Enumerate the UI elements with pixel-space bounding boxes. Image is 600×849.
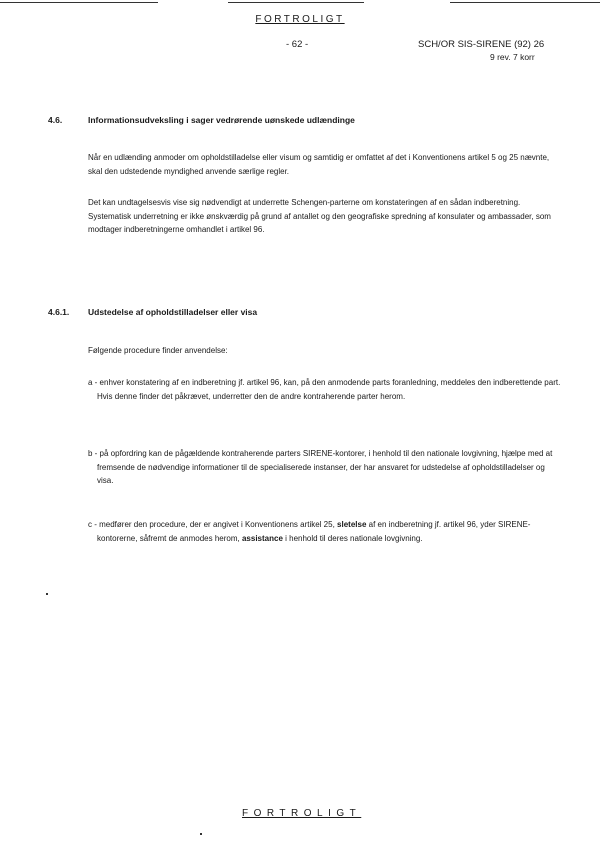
subsection-number: 4.6.1. xyxy=(48,307,70,317)
item-c-prefix: c - medfører den procedure, der er angivet i Konventionens artikel 25, xyxy=(88,520,338,529)
footer-classification: FORTROLIGT xyxy=(242,808,362,819)
section-number: 4.6. xyxy=(48,115,63,125)
section-paragraph-2: Det kan undtagelsesvis vise sig nødvendigt at underrette Schengen-parterne om konstateringen af en sådan indberetning. Systematisk underretning er ikke ønskværdig på grund af antallet og den geografiske spredning af konsulater og ambassader, som modtager indberetningerne omhandlet i artikel 96. xyxy=(88,198,551,235)
section-title: Informationsudveksling i sager vedrørende uønskede udlændinge xyxy=(88,115,355,125)
procedure-item-c xyxy=(88,518,562,545)
top-rule-right xyxy=(450,2,600,3)
procedure-item-a: a - enhver konstatering af en indberetning jf. artikel 96, kan, på den anmodende parts foranledning, meddeles den indberettende part. Hvis denne finder det påkrævet, underretter den de andre kontraherende parter herom. xyxy=(88,378,561,401)
item-c-middle: af en indberetning jf. artikel 96, yder SIRENE-kontorerne, såfremt de anmodes herom, xyxy=(97,520,531,543)
scan-speck-1 xyxy=(46,593,48,595)
document-reference xyxy=(418,39,544,63)
top-rule-middle xyxy=(228,2,364,3)
doc-ref-code: SCH/OR SIS-SIRENE (92) 26 xyxy=(418,39,545,50)
scan-speck-2 xyxy=(200,833,202,835)
doc-revision: 9 rev. 7 korr xyxy=(490,52,535,62)
item-c-suffix: i henhold til deres nationale lovgivning. xyxy=(282,533,423,543)
procedure-item-b: b - på opfordring kan de pågældende kontraherende parters SIRENE-kontorer, i henhold til den nationale lovgivning, hjælpe med at fremsende de nødvendige informationer til de specialiserede instanser, der har ansvaret for udstedelse af opholdstilladelser og visa. xyxy=(88,449,553,486)
item-c-deletion: sletelse xyxy=(337,520,367,529)
top-rule-left xyxy=(0,2,158,3)
procedure-intro: Følgende procedure finder anvendelse: xyxy=(88,346,228,355)
item-c-assistance: assistance xyxy=(241,533,283,543)
subsection-title: Udstedelse af opholdstilladelser eller visa xyxy=(88,307,258,317)
header-classification: FORTROLIGT xyxy=(255,14,345,25)
page-number: - 62 - xyxy=(286,39,309,50)
section-paragraph-1: Når en udlænding anmoder om opholdstilladelse eller visum og samtidig er omfattet af det i Konventionens artikel 5 og 25 nævnte, skal den udstedende myndighed anvende særlige regler. xyxy=(88,153,550,176)
